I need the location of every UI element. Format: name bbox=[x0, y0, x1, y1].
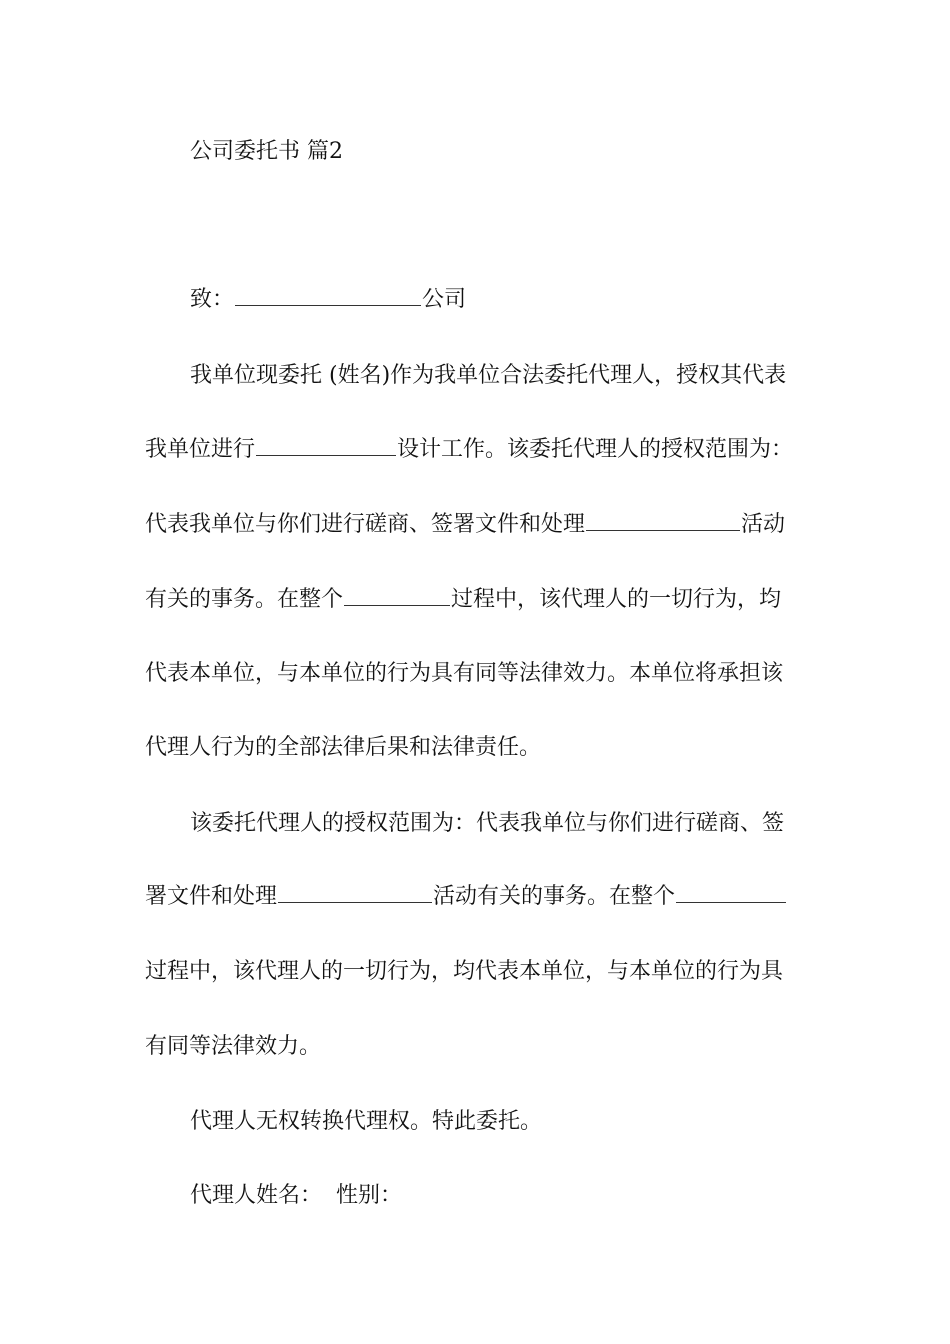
process-blank bbox=[344, 583, 450, 606]
agent-info-line bbox=[0, 1176, 950, 1216]
paragraph-2-line-4 bbox=[0, 1027, 950, 1067]
text-run: 该委托代理人的授权范围为：代表我单位与你们进行磋商、签 bbox=[190, 811, 785, 836]
text-run: 我单位进行 bbox=[145, 437, 256, 462]
text-run: 代理人姓名： 性别： bbox=[190, 1183, 402, 1208]
text-run: 我单位现委托 (姓名)作为我单位合法委托代理人，授权其代表 bbox=[190, 363, 787, 388]
paragraph-2-line-2 bbox=[0, 877, 950, 917]
text-run: 代表本单位，与本单位的行为具有同等法律效力。本单位将承担该 bbox=[145, 661, 784, 686]
paragraph-1-line-4 bbox=[0, 580, 950, 620]
text-run: 署文件和处理 bbox=[145, 884, 278, 909]
company-name-blank bbox=[235, 283, 421, 306]
paragraph-1-line-5 bbox=[0, 654, 950, 694]
paragraph-1-line-3 bbox=[0, 505, 950, 545]
text-run: 活动 bbox=[741, 512, 786, 537]
paragraph-2-line-3 bbox=[0, 952, 950, 992]
text-run: 过程中，该代理人的一切行为，均 bbox=[451, 587, 782, 612]
document-heading bbox=[0, 132, 950, 172]
design-project-blank bbox=[256, 433, 396, 456]
text-run: 代表我单位与你们进行磋商、签署文件和处理 bbox=[145, 512, 586, 537]
paragraph-2-line-1 bbox=[0, 804, 950, 844]
addressee-line bbox=[0, 280, 950, 320]
text-run: 活动有关的事务。在整个 bbox=[433, 884, 676, 909]
paragraph-1-line-6 bbox=[0, 728, 950, 768]
text-run: 有同等法律效力。 bbox=[145, 1034, 322, 1059]
paragraph-3 bbox=[0, 1102, 950, 1142]
paragraph-1-line-1 bbox=[0, 356, 950, 396]
text-run: 设计工作。该委托代理人的授权范围为： bbox=[397, 437, 794, 462]
process-blank-2 bbox=[676, 880, 786, 903]
text-run: 过程中，该代理人的一切行为，均代表本单位，与本单位的行为具 bbox=[145, 959, 784, 984]
text-run: 有关的事务。在整个 bbox=[145, 587, 344, 612]
paragraph-1-line-2 bbox=[0, 430, 950, 470]
activity-blank bbox=[586, 508, 740, 531]
text-run: 代理人行为的全部法律后果和法律责任。 bbox=[145, 735, 542, 760]
addressee-prefix: 致： bbox=[190, 287, 235, 312]
activity-blank-2 bbox=[278, 880, 432, 903]
addressee-suffix: 公司 bbox=[422, 287, 467, 312]
text-run: 代理人无权转换代理权。特此委托。 bbox=[190, 1109, 543, 1134]
heading-text: 公司委托书 篇2 bbox=[190, 139, 343, 164]
